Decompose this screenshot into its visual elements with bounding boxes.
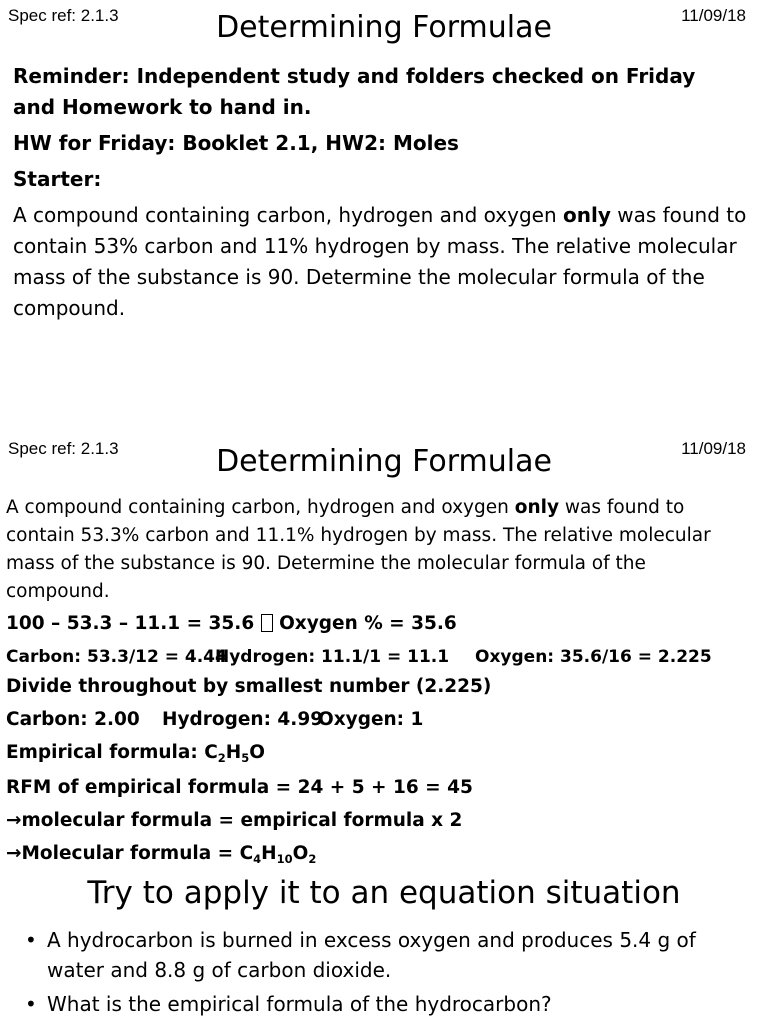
molecular-relation-line [6,810,462,831]
question-emphasis: only [562,203,611,227]
bullet-item [25,989,747,1019]
question-text: A compound containing carbon, hydrogen and oxygen [6,497,515,518]
bullet-text: A hydrocarbon is burned in excess oxygen and produces 5.4 g of water and 8.8 g of carbon dioxide. [47,928,696,982]
molecular-label: Molecular formula = [21,843,240,864]
oxygen-calc-text: Oxygen % = 35.6 [272,613,457,634]
arrow-icon: → [6,843,22,864]
empirical-label: Empirical formula: [6,742,205,763]
bullet-item [25,925,747,985]
question-text: was found to contain 53.3% carbon and 11.1% hydrogen by mass. The relative molecular mass of the substance is 90. Determine the molecular formula of the compound. [6,497,711,602]
molecular-formula [240,843,317,864]
molecular-relation: molecular formula = empirical formula x 2 [21,810,463,831]
divide-instruction: Divide throughout by smallest number (2.225) [6,676,492,697]
worked-question [6,494,751,606]
section-heading: Try to apply it to an equation situation [87,875,681,911]
subscript: 2 [217,751,226,765]
subscript: 4 [253,852,262,866]
ratio-hydrogen: Hydrogen: 4.99 [162,709,324,730]
homework-text: HW for Friday: Booklet 2.1, HW2: Moles [13,131,459,155]
oxygen-division: Oxygen: 35.6/16 = 2.225 [475,647,712,667]
oxygen-calc-text: 100 – 53.3 – 11.1 = 35.6 [6,613,261,634]
ratio-oxygen: Oxygen: 1 [318,709,424,730]
hydrogen-division: Hydrogen: 11.1/1 = 11.1 [215,647,450,667]
element-symbol: O [249,742,265,763]
element-symbol: H [261,843,277,864]
question-text: A compound containing carbon, hydrogen and oxygen [13,203,563,227]
oxygen-calculation [6,613,457,634]
starter-label: Starter: [13,167,102,191]
subscript: 2 [308,852,317,866]
element-symbol: C [204,742,218,763]
slide-date: 11/09/18 [681,439,746,458]
starter-question [13,200,751,324]
subscript: 5 [241,751,250,765]
slide-title: Determining Formulae [216,10,552,45]
bullet-text: What is the empirical formula of the hydrocarbon? [47,992,552,1016]
question-emphasis: only [514,497,560,518]
slide-title: Determining Formulae [216,444,552,479]
spec-ref: Spec ref: 2.1.3 [8,439,119,458]
element-symbol: O [292,843,309,864]
rfm-line: RFM of empirical formula = 24 + 5 + 16 = 45 [6,777,473,798]
empirical-formula [204,742,265,763]
subscript: 10 [276,852,293,866]
element-symbol: C [239,843,254,864]
slide-date: 11/09/18 [681,6,746,25]
molecular-formula-line [6,843,316,864]
missing-glyph-icon [261,614,273,632]
spec-ref: Spec ref: 2.1.3 [8,6,119,25]
ratio-carbon: Carbon: 2.00 [6,709,140,730]
arrow-icon: → [6,810,22,831]
bullet-icon: • [25,928,37,952]
carbon-division: Carbon: 53.3/12 = 4.44 [6,647,227,667]
reminder-text: Reminder: Independent study and folders checked on Friday and Homework to hand in. [13,64,696,119]
bullet-icon: • [25,992,37,1016]
question-text: was found to contain 53% carbon and 11% hydrogen by mass. The relative molecular mass of the substance is 90. Determine the molecular formula of the compound. [13,203,747,320]
element-symbol: H [225,742,242,763]
empirical-formula-line [6,742,265,763]
